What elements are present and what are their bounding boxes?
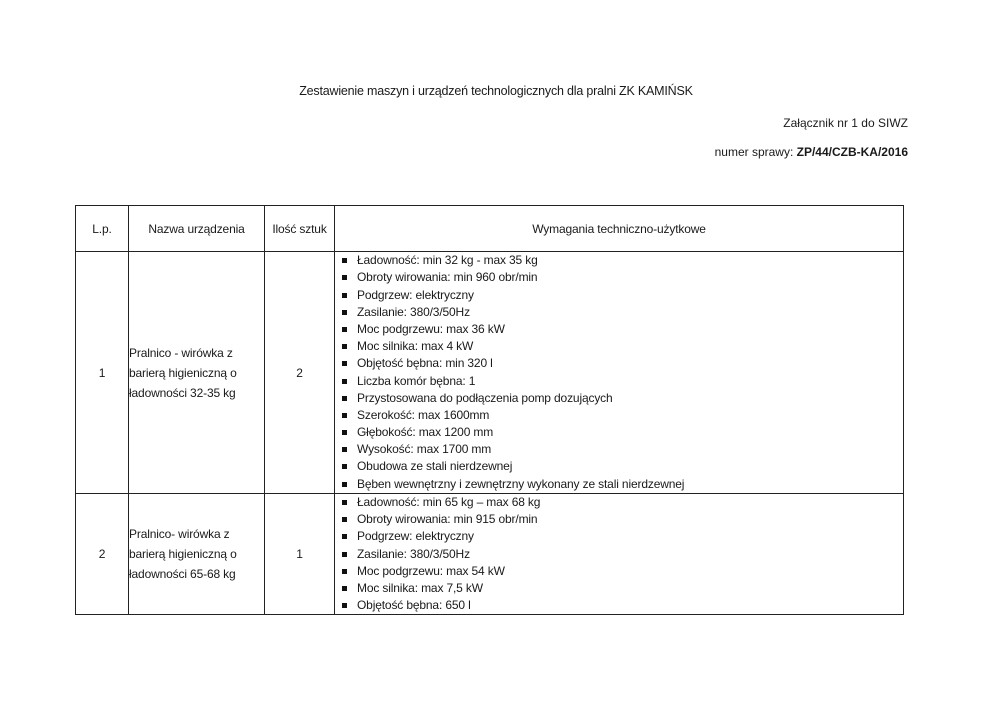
square-bullet-icon — [342, 552, 347, 557]
list-item — [357, 407, 903, 424]
list-item — [357, 476, 903, 493]
square-bullet-icon — [342, 517, 347, 522]
header-lp: L.p. — [76, 206, 129, 252]
device-name-line: Pralnico- wirówka z — [129, 527, 230, 542]
requirement-text: Zasilanie: 380/3/50Hz — [357, 546, 470, 561]
square-bullet-icon — [342, 482, 347, 487]
requirement-text: Ładowność: min 65 kg – max 68 kg — [357, 495, 541, 509]
square-bullet-icon — [342, 327, 347, 332]
square-bullet-icon — [342, 275, 347, 280]
list-item — [357, 458, 903, 475]
attachment-label: Załącznik nr 1 do SIWZ — [783, 116, 908, 130]
requirement-text: Ładowność: min 32 kg - max 35 kg — [357, 253, 538, 268]
square-bullet-icon — [342, 361, 347, 366]
requirements-list — [335, 494, 903, 614]
square-bullet-icon — [342, 586, 347, 591]
square-bullet-icon — [342, 447, 347, 452]
list-item — [357, 528, 903, 545]
list-item — [357, 287, 903, 304]
row-number: 1 — [76, 252, 129, 494]
list-item — [357, 494, 903, 511]
device-name-line: ładowności 65-68 kg — [129, 567, 236, 582]
document-title: Zestawienie maszyn i urządzeń technologicznych dla pralni ZK KAMIŃSK — [299, 84, 693, 98]
list-item — [357, 304, 903, 321]
list-item — [357, 390, 903, 407]
list-item — [357, 563, 903, 580]
requirement-text: Wysokość: max 1700 mm — [357, 442, 492, 457]
square-bullet-icon — [342, 534, 347, 539]
list-item — [357, 338, 903, 355]
header-name: Nazwa urządzenia — [129, 206, 265, 252]
requirement-text: Głębokość: max 1200 mm — [357, 425, 494, 440]
case-number-value: ZP/44/CZB-KA/2016 — [796, 145, 908, 159]
case-number-label: numer sprawy: — [714, 145, 797, 159]
requirement-text: Moc silnika: max 4 kW — [357, 339, 474, 354]
requirements-list — [335, 252, 903, 493]
requirement-text: Podgrzew: elektryczny — [357, 529, 474, 544]
square-bullet-icon — [342, 344, 347, 349]
equipment-table — [75, 205, 904, 615]
list-item — [357, 321, 903, 338]
requirement-text: Bęben wewnętrzny i zewnętrzny wykonany ze stali nierdzewnej — [357, 476, 685, 491]
device-name-line: ładowności 32-35 kg — [129, 385, 236, 400]
device-name — [129, 494, 265, 615]
list-item — [357, 441, 903, 458]
square-bullet-icon — [342, 464, 347, 469]
requirement-text: Objętość bębna: 650 l — [357, 598, 471, 613]
list-item — [357, 355, 903, 372]
device-name-line: Pralnico - wirówka z — [129, 345, 233, 360]
requirement-text: Obroty wirowania: min 960 obr/min — [357, 270, 538, 285]
list-item — [357, 424, 903, 441]
device-name-line: barierą higieniczną o — [129, 547, 237, 562]
requirements-cell — [335, 494, 904, 615]
square-bullet-icon — [342, 310, 347, 315]
square-bullet-icon — [342, 396, 347, 401]
list-item — [357, 269, 903, 286]
requirement-text: Zasilanie: 380/3/50Hz — [357, 304, 470, 319]
requirement-text: Przystosowana do podłączenia pomp dozujących — [357, 390, 613, 405]
requirement-text: Objętość bębna: min 320 l — [357, 356, 493, 371]
square-bullet-icon — [342, 603, 347, 608]
requirement-text: Moc podgrzewu: max 36 kW — [357, 321, 505, 336]
square-bullet-icon — [342, 430, 347, 435]
square-bullet-icon — [342, 500, 347, 505]
list-item — [357, 580, 903, 597]
requirement-text: Moc podgrzewu: max 54 kW — [357, 563, 505, 578]
table-row — [76, 252, 904, 494]
header-requirements: Wymagania techniczno-użytkowe — [335, 206, 904, 252]
requirement-text: Szerokość: max 1600mm — [357, 407, 490, 422]
requirement-text: Obroty wirowania: min 915 obr/min — [357, 512, 538, 527]
list-item — [357, 373, 903, 390]
requirements-cell — [335, 252, 904, 494]
table-row — [76, 494, 904, 615]
table-header-row — [76, 206, 904, 252]
square-bullet-icon — [342, 379, 347, 384]
requirement-text: Obudowa ze stali nierdzewnej — [357, 459, 513, 474]
requirement-text: Moc silnika: max 7,5 kW — [357, 580, 483, 595]
row-number: 2 — [76, 494, 129, 615]
quantity: 2 — [265, 252, 335, 494]
list-item — [357, 597, 903, 614]
square-bullet-icon — [342, 569, 347, 574]
requirement-text: Podgrzew: elektryczny — [357, 287, 474, 302]
square-bullet-icon — [342, 258, 347, 263]
quantity: 1 — [265, 494, 335, 615]
square-bullet-icon — [342, 413, 347, 418]
device-name-line: barierą higieniczną o — [129, 365, 237, 380]
list-item — [357, 252, 903, 269]
case-number-line — [715, 145, 908, 159]
square-bullet-icon — [342, 293, 347, 298]
header-qty: Ilość sztuk — [265, 206, 335, 252]
list-item — [357, 546, 903, 563]
requirement-text: Liczba komór bębna: 1 — [357, 373, 476, 388]
device-name — [129, 252, 265, 494]
list-item — [357, 511, 903, 528]
